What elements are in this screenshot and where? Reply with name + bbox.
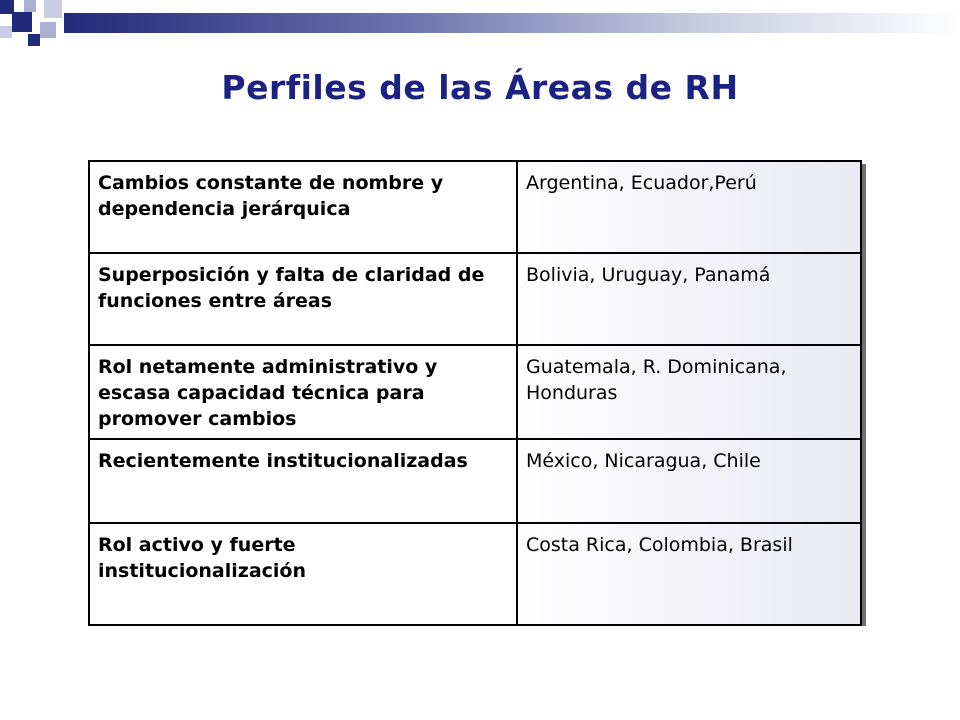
profile-cell: Recientemente institucionalizadas [89, 439, 517, 523]
table-row [89, 345, 861, 439]
decor-square [24, 0, 36, 12]
profile-cell: Rol activo y fuerte institucionalización [89, 523, 517, 625]
profiles-table [88, 160, 862, 622]
countries-cell: Guatemala, R. Dominicana, Honduras [517, 345, 861, 439]
header-decoration [0, 0, 960, 60]
decor-square [44, 0, 62, 18]
header-gradient-band [64, 13, 960, 33]
countries-cell: México, Nicaragua, Chile [517, 439, 861, 523]
countries-cell: Argentina, Ecuador,Perú [517, 161, 861, 253]
page-title: Perfiles de las Áreas de RH [221, 68, 739, 107]
decor-square [0, 26, 12, 38]
countries-cell: Bolivia, Uruguay, Panamá [517, 253, 861, 345]
table-row [89, 253, 861, 345]
table-row [89, 161, 861, 253]
table-row [89, 439, 861, 523]
profile-cell: Superposición y falta de claridad de funciones entre áreas [89, 253, 517, 345]
decor-square [40, 22, 56, 38]
decor-square [28, 34, 40, 46]
decor-square [12, 12, 32, 32]
profile-cell: Cambios constante de nombre y dependencia jerárquica [89, 161, 517, 253]
profile-cell: Rol netamente administrativo y escasa capacidad técnica para promover cambios [89, 345, 517, 439]
table-row [89, 523, 861, 625]
countries-cell: Costa Rica, Colombia, Brasil [517, 523, 861, 625]
